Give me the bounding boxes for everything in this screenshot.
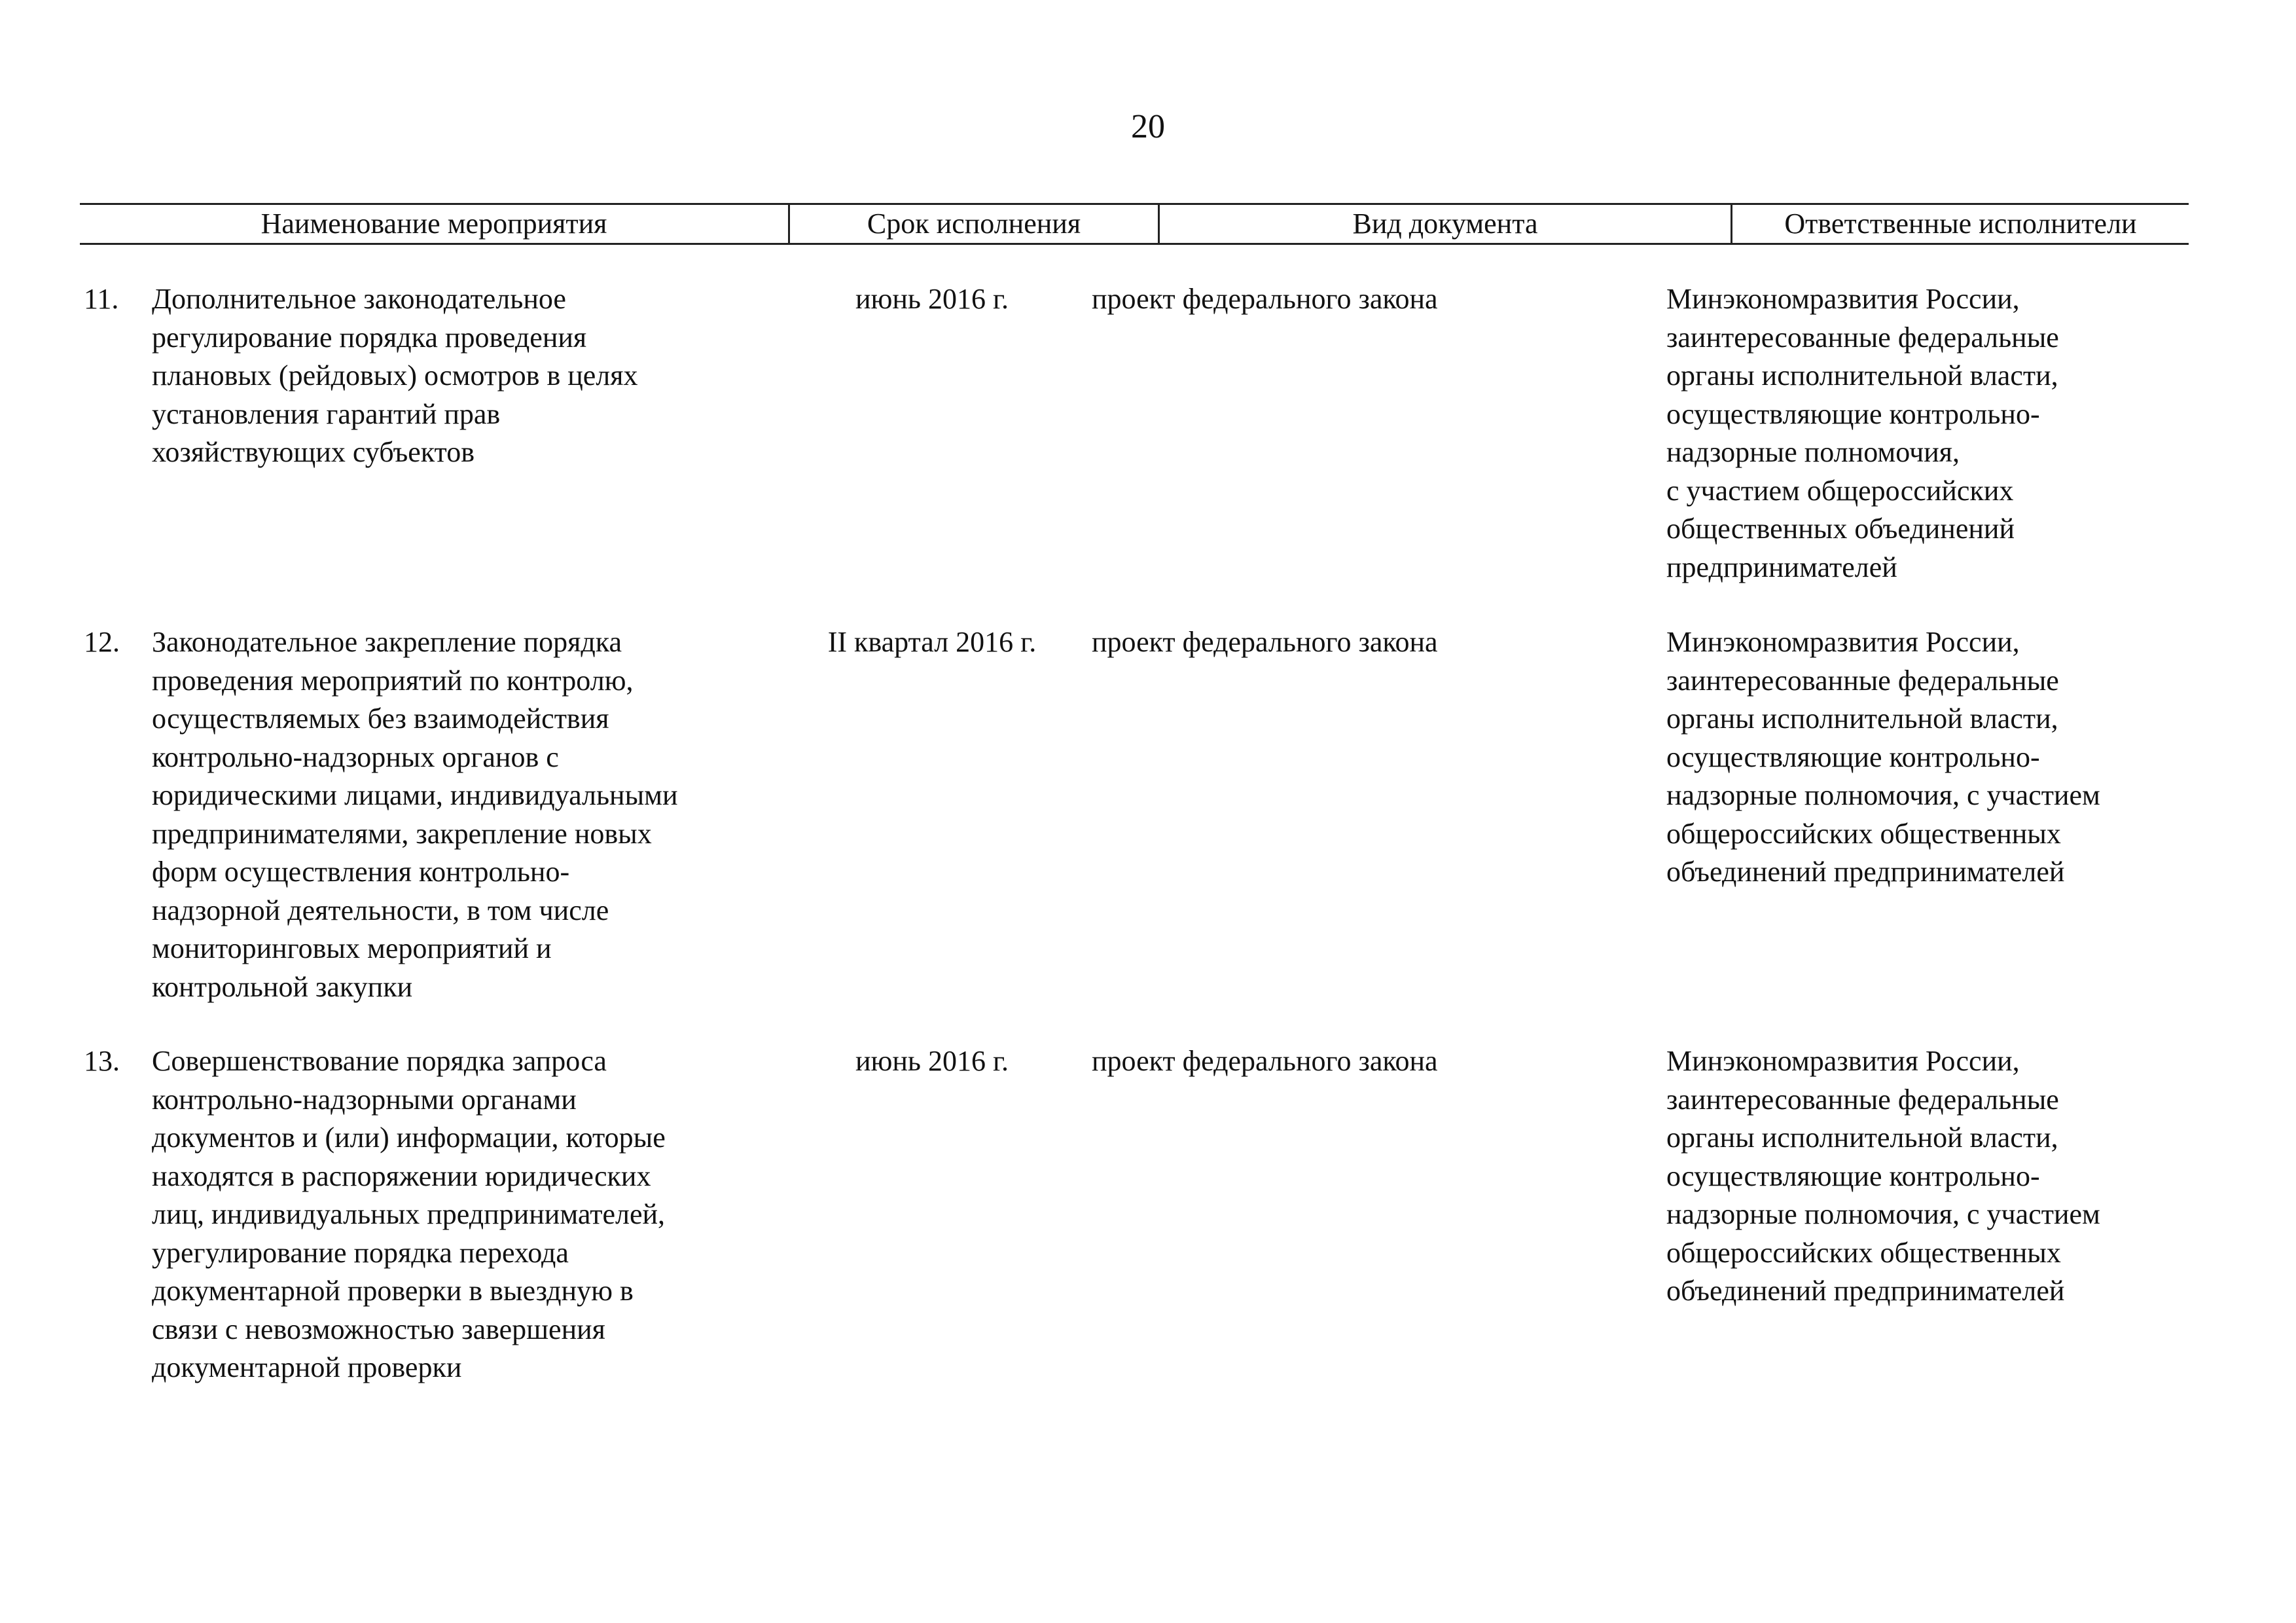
text-line: форм осуществления контрольно- <box>152 856 570 888</box>
column-header-doc: Вид документа <box>1352 208 1538 240</box>
text-line: Совершенствование порядка запроса <box>152 1045 607 1077</box>
row-responsible <box>1666 1042 2190 1311</box>
text-line: Законодательное закрепление порядка <box>152 626 622 658</box>
text-line: юридическими лицами, индивидуальными <box>152 779 678 811</box>
column-header-responsible: Ответственные исполнители <box>1731 205 2189 243</box>
row-document-type: проект федерального закона <box>1092 283 1438 315</box>
text-line: осуществляющие контрольно- <box>1666 397 2040 430</box>
text-line: документов и (или) информации, которые <box>152 1122 666 1154</box>
text-line: хозяйствующих субъектов <box>152 436 475 468</box>
text-line: Минэкономразвития России, <box>1666 626 2020 658</box>
text-line: Дополнительное законодательное <box>152 283 566 315</box>
text-line: предпринимателей <box>1666 551 1897 583</box>
text-line: контрольной закупки <box>152 970 413 1003</box>
text-line: проведения мероприятий по контролю, <box>152 664 634 697</box>
text-line: надзорные полномочия, <box>1666 436 1960 468</box>
text-line: плановых (рейдовых) осмотров в целях <box>152 359 638 392</box>
row-number: 12. <box>84 626 120 658</box>
row-document-type: проект федерального закона <box>1092 626 1438 658</box>
text-line: объединений предпринимателей <box>1666 1275 2065 1307</box>
text-line: регулирование порядка проведения <box>152 321 587 354</box>
text-line: объединений предпринимателей <box>1666 856 2065 888</box>
row-responsible <box>1666 280 2190 587</box>
text-line: надзорной деятельности, в том числе <box>152 894 609 926</box>
text-line: заинтересованные федеральные <box>1666 664 2059 697</box>
row-number: 11. <box>84 283 119 315</box>
text-line: органы исполнительной власти, <box>1666 1122 2058 1154</box>
text-line: надзорные полномочия, с участием <box>1666 779 2100 811</box>
text-line: находятся в распоряжении юридических <box>152 1159 651 1192</box>
row-document-type: проект федерального закона <box>1092 1045 1438 1077</box>
text-line: общероссийских общественных <box>1666 1236 2061 1269</box>
row-number: 13. <box>84 1045 120 1077</box>
column-header-name: Наименование мероприятия <box>260 208 607 240</box>
text-line: заинтересованные федеральные <box>1666 1083 2059 1116</box>
text-line: осуществляющие контрольно- <box>1666 740 2040 773</box>
table-header <box>80 203 2189 245</box>
row-term: II квартал 2016 г. <box>827 626 1037 658</box>
text-line: контрольно-надзорными органами <box>152 1083 577 1116</box>
column-header-term: Срок исполнения <box>788 205 1160 243</box>
row-activity-name <box>152 1042 780 1387</box>
text-line: надзорные полномочия, с участием <box>1666 1198 2100 1230</box>
row-activity-name <box>152 623 780 1006</box>
row-responsible <box>1666 623 2190 892</box>
text-line: с участием общероссийских <box>1666 474 2014 507</box>
text-line: документарной проверки <box>152 1351 462 1383</box>
page-number: 20 <box>1131 108 1165 145</box>
text-line: общественных объединений <box>1666 513 2015 545</box>
text-line: общероссийских общественных <box>1666 817 2061 850</box>
text-line: связи с невозможностью завершения <box>152 1313 605 1345</box>
text-line: осуществляющие контрольно- <box>1666 1159 2040 1192</box>
text-line: установления гарантий прав <box>152 397 501 430</box>
text-line: мониторинговых мероприятий и <box>152 932 552 964</box>
text-line: органы исполнительной власти, <box>1666 359 2058 392</box>
row-term: июнь 2016 г. <box>855 1045 1009 1077</box>
text-line: осуществляемых без взаимодействия <box>152 702 609 735</box>
row-term: июнь 2016 г. <box>855 283 1009 315</box>
text-line: Минэкономразвития России, <box>1666 1045 2020 1077</box>
text-line: контрольно-надзорных органов с <box>152 740 559 773</box>
row-activity-name <box>152 280 780 472</box>
text-line: предпринимателями, закрепление новых <box>152 817 652 850</box>
text-line: лиц, индивидуальных предпринимателей, <box>152 1198 666 1230</box>
text-line: документарной проверки в выездную в <box>152 1275 634 1307</box>
text-line: урегулирование порядка перехода <box>152 1236 569 1269</box>
text-line: заинтересованные федеральные <box>1666 321 2059 354</box>
text-line: Минэкономразвития России, <box>1666 283 2020 315</box>
text-line: органы исполнительной власти, <box>1666 702 2058 735</box>
